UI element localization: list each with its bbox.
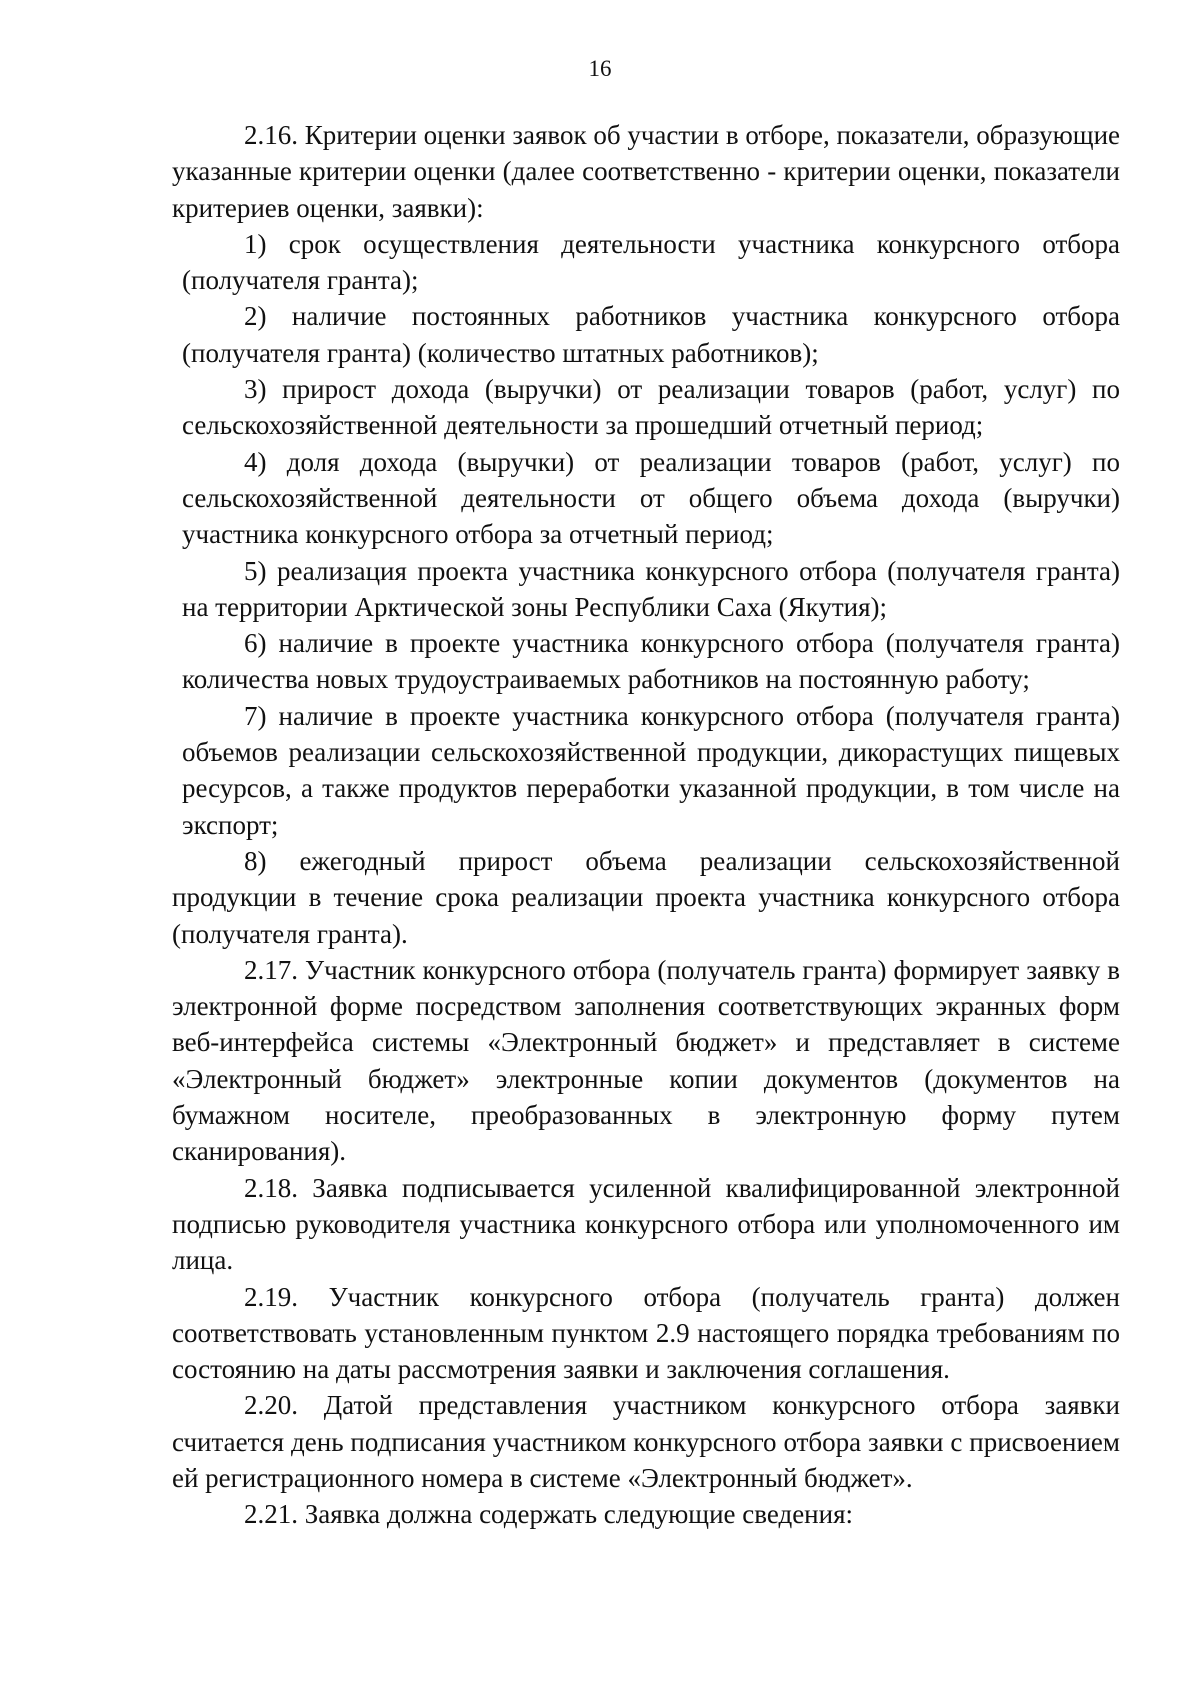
criterion-item-7: 7) наличие в проекте участника конкурсного отбора (получателя гранта) объемов реализации сельскохозяйственной продукции, дикорастущих пищевых ресурсов, а также продуктов переработки указанной продукции, в том числе на экспорт; [182, 700, 1120, 840]
paragraph-2-16: 2.16. Критерии оценки заявок об участии в отборе, показатели, образующие указанные критерии оценки (далее соответственно - критерии оценки, показатели критериев оценки, заявки): [172, 120, 1120, 223]
paragraph-2-17: 2.17. Участник конкурсного отбора (получатель гранта) формирует заявку в электронной форме посредством заполнения соответствующих экранных форм веб-интерфейса системы «Электронный бюджет» и представляет в системе «Электронный бюджет» электронные копии документов (документов на бумажном носителе, преобразованных в электронную форму путем сканирования). [172, 954, 1120, 1167]
paragraph-2-18: 2.18. Заявка подписывается усиленной квалифицированной электронной подписью руководителя участника конкурсного отбора или уполномоченного им лица. [172, 1172, 1120, 1276]
criterion-item-3: 3) прирост дохода (выручки) от реализации товаров (работ, услуг) по сельскохозяйственной деятельности за прошедший отчетный период; [182, 374, 1120, 441]
criterion-item-5: 5) реализация проекта участника конкурсного отбора (получателя гранта) на территории Арктической зоны Республики Саха (Якутия); [182, 555, 1120, 622]
document-body [172, 117, 1120, 1533]
paragraph-2-20: 2.20. Датой представления участником конкурсного отбора заявки считается день подписания участником конкурсного отбора заявки с присвоением ей регистрационного номера в системе «Электронный бюджет». [172, 1390, 1120, 1493]
page-number: 16 [588, 56, 612, 81]
criterion-item-2: 2) наличие постоянных работников участника конкурсного отбора (получателя гранта) (количество штатных работников); [182, 301, 1120, 368]
criterion-item-8: 8) ежегодный прирост объема реализации сельскохозяйственной продукции в течение срока реализации проекта участника конкурсного отбора (получателя гранта). [172, 845, 1120, 949]
criterion-item-4: 4) доля дохода (выручки) от реализации товаров (работ, услуг) по сельскохозяйственной деятельности от общего объема дохода (выручки) участника конкурсного отбора за отчетный период; [182, 446, 1120, 550]
paragraph-2-21: 2.21. Заявка должна содержать следующие сведения: [244, 1499, 854, 1530]
criterion-item-6: 6) наличие в проекте участника конкурсного отбора (получателя гранта) количества новых трудоустраиваемых работников на постоянную работу; [182, 628, 1120, 695]
paragraph-2-19: 2.19. Участник конкурсного отбора (получатель гранта) должен соответствовать установленным пунктом 2.9 настоящего порядка требованиям по состоянию на даты рассмотрения заявки и заключения соглашения. [172, 1281, 1120, 1385]
criterion-item-1: 1) срок осуществления деятельности участника конкурсного отбора (получателя гранта); [182, 228, 1120, 296]
